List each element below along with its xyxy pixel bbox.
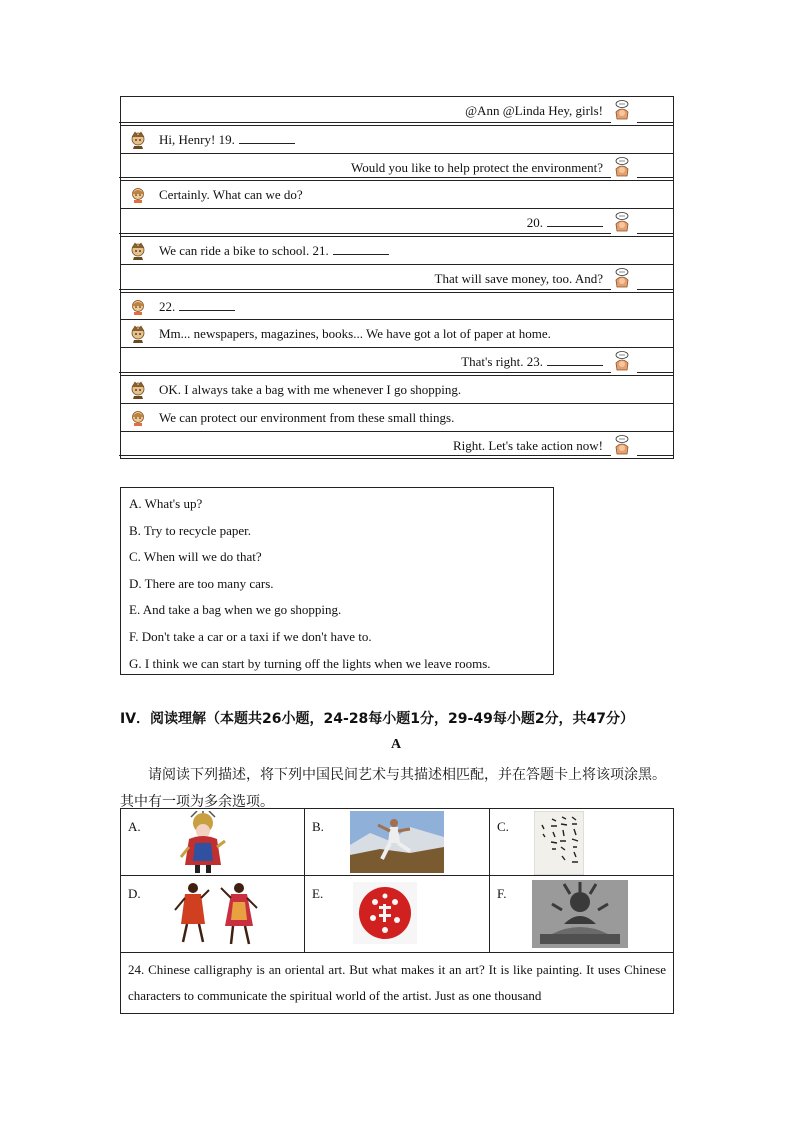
girl2-avatar-icon bbox=[129, 408, 147, 428]
art-cell-f bbox=[490, 876, 673, 953]
option-item: A. What's up? bbox=[129, 496, 203, 511]
chat-row bbox=[121, 153, 673, 181]
art-cell-label: C. bbox=[497, 819, 509, 834]
boy-avatar-icon bbox=[129, 241, 147, 261]
message-underline bbox=[119, 177, 611, 178]
girl-avatar-icon bbox=[613, 268, 631, 288]
art-cell-d bbox=[121, 876, 305, 953]
answer-blank bbox=[333, 244, 389, 255]
shadow-puppets-icon bbox=[173, 880, 263, 948]
message-underline bbox=[637, 177, 673, 178]
option-item: B. Try to recycle paper. bbox=[129, 522, 252, 538]
answer-blank bbox=[547, 355, 603, 366]
options-box bbox=[120, 487, 554, 675]
girl-avatar-icon bbox=[613, 351, 631, 371]
art-cell-e bbox=[305, 876, 490, 953]
chat-message-text: We can protect our environment from these small things. bbox=[159, 409, 455, 425]
answer-blank bbox=[179, 300, 235, 311]
chat-row bbox=[121, 180, 673, 208]
message-underline bbox=[119, 233, 611, 234]
art-cell-label: D. bbox=[128, 886, 141, 901]
chat-message-text: Right. Let's take action now! bbox=[452, 437, 603, 453]
chat-row bbox=[121, 347, 673, 375]
art-cell-label: E. bbox=[312, 886, 324, 901]
option-item: D. There are too many cars. bbox=[129, 575, 274, 591]
chat-message bbox=[159, 299, 235, 315]
boy-avatar-icon bbox=[129, 380, 147, 400]
chat-row bbox=[121, 431, 673, 459]
art-cell-a bbox=[121, 809, 305, 876]
art-cell-label: F. bbox=[497, 886, 507, 901]
section-heading: IV．阅读理解（本题共26小题，24-28每小题1分，29-49每小题2分，共47分） bbox=[120, 711, 635, 727]
chat-message bbox=[351, 160, 603, 176]
chat-row bbox=[121, 403, 673, 431]
message-underline bbox=[119, 372, 611, 373]
calligraphy-scroll-icon bbox=[534, 811, 584, 875]
chat-message bbox=[159, 326, 551, 342]
girl2-avatar-icon bbox=[129, 297, 147, 317]
chat-row bbox=[121, 97, 673, 125]
art-cell-c bbox=[490, 809, 673, 876]
girl-avatar-icon bbox=[613, 212, 631, 232]
message-underline bbox=[119, 455, 611, 456]
art-cell-label: A. bbox=[128, 819, 141, 834]
chat-message bbox=[159, 382, 461, 398]
chat-message-text: 20. bbox=[526, 215, 543, 231]
art-table bbox=[120, 808, 674, 1014]
chat-message-text: 22. bbox=[159, 298, 176, 314]
chat-message bbox=[453, 438, 603, 454]
message-underline bbox=[637, 233, 673, 234]
peking-opera-figure-icon bbox=[177, 811, 229, 873]
answer-blank bbox=[239, 133, 295, 144]
option-item: F. Don't take a car or a taxi if we don't have to. bbox=[129, 629, 372, 644]
kung-fu-photo-icon bbox=[350, 811, 444, 873]
option-item: E. And take a bag when we go shopping. bbox=[129, 602, 342, 618]
message-underline bbox=[637, 455, 673, 456]
girl2-avatar-icon bbox=[129, 185, 147, 205]
message-underline bbox=[637, 289, 673, 290]
chat-message-text: OK. I always take a bag with me whenever I go shopping. bbox=[159, 381, 462, 397]
chat-row bbox=[121, 319, 673, 347]
paper-cutting-icon bbox=[353, 882, 417, 944]
chat-message-text: That's right. 23. bbox=[461, 354, 543, 370]
chat-message bbox=[465, 103, 603, 119]
art-cell-b bbox=[305, 809, 490, 876]
chat-row bbox=[121, 125, 673, 153]
chat-row bbox=[121, 208, 673, 236]
message-underline bbox=[637, 122, 673, 123]
chat-message-text: That will save money, too. And? bbox=[434, 270, 603, 286]
chat-message bbox=[435, 271, 604, 287]
chat-table bbox=[120, 96, 674, 459]
boy-avatar-icon bbox=[129, 130, 147, 150]
girl-avatar-icon bbox=[613, 157, 631, 177]
chat-message bbox=[527, 215, 603, 231]
message-underline bbox=[637, 372, 673, 373]
chat-message bbox=[159, 132, 295, 148]
part-label: A bbox=[391, 737, 402, 752]
instruction-text: 请阅读下列描述，将下列中国民间艺术与其描述相匹配，并在答题卡上将该项涂黑。其中有一项为多余选项。 bbox=[120, 767, 666, 810]
answer-blank bbox=[547, 216, 603, 227]
chat-row bbox=[121, 264, 673, 292]
chat-message-text: Mm... newspapers, magazines, books... We have got a lot of paper at home. bbox=[159, 326, 551, 342]
chat-message bbox=[461, 354, 603, 370]
option-item: G. I think we can start by turning off the lights when we leave rooms. bbox=[129, 655, 491, 671]
option-item: C. When will we do that? bbox=[129, 549, 262, 565]
chat-message-text: We can ride a bike to school. 21. bbox=[159, 242, 329, 258]
art-cell-label: B. bbox=[312, 819, 324, 834]
stone-carving-icon bbox=[532, 880, 628, 948]
chat-row bbox=[121, 292, 673, 320]
girl-avatar-icon bbox=[613, 435, 631, 455]
chat-message-text: Certainly. What can we do? bbox=[159, 187, 303, 203]
chat-message bbox=[159, 410, 454, 426]
chat-message bbox=[159, 187, 303, 203]
chat-message bbox=[159, 243, 389, 259]
girl-avatar-icon bbox=[613, 100, 631, 120]
message-underline bbox=[119, 289, 611, 290]
chat-message-text: Would you like to help protect the environment? bbox=[350, 159, 603, 175]
description-24: 24. Chinese calligraphy is an oriental art. But what makes it an art? It is like painting. It uses Chinese characters to communicate the spiritual world of the artist. Just as one thousand bbox=[128, 962, 666, 1003]
message-underline bbox=[119, 122, 611, 123]
chat-message-text: @Ann @Linda Hey, girls! bbox=[465, 103, 603, 118]
chat-row bbox=[121, 236, 673, 264]
boy-avatar-icon bbox=[129, 324, 147, 344]
chat-message-text: Hi, Henry! 19. bbox=[159, 131, 235, 147]
chat-row bbox=[121, 375, 673, 403]
